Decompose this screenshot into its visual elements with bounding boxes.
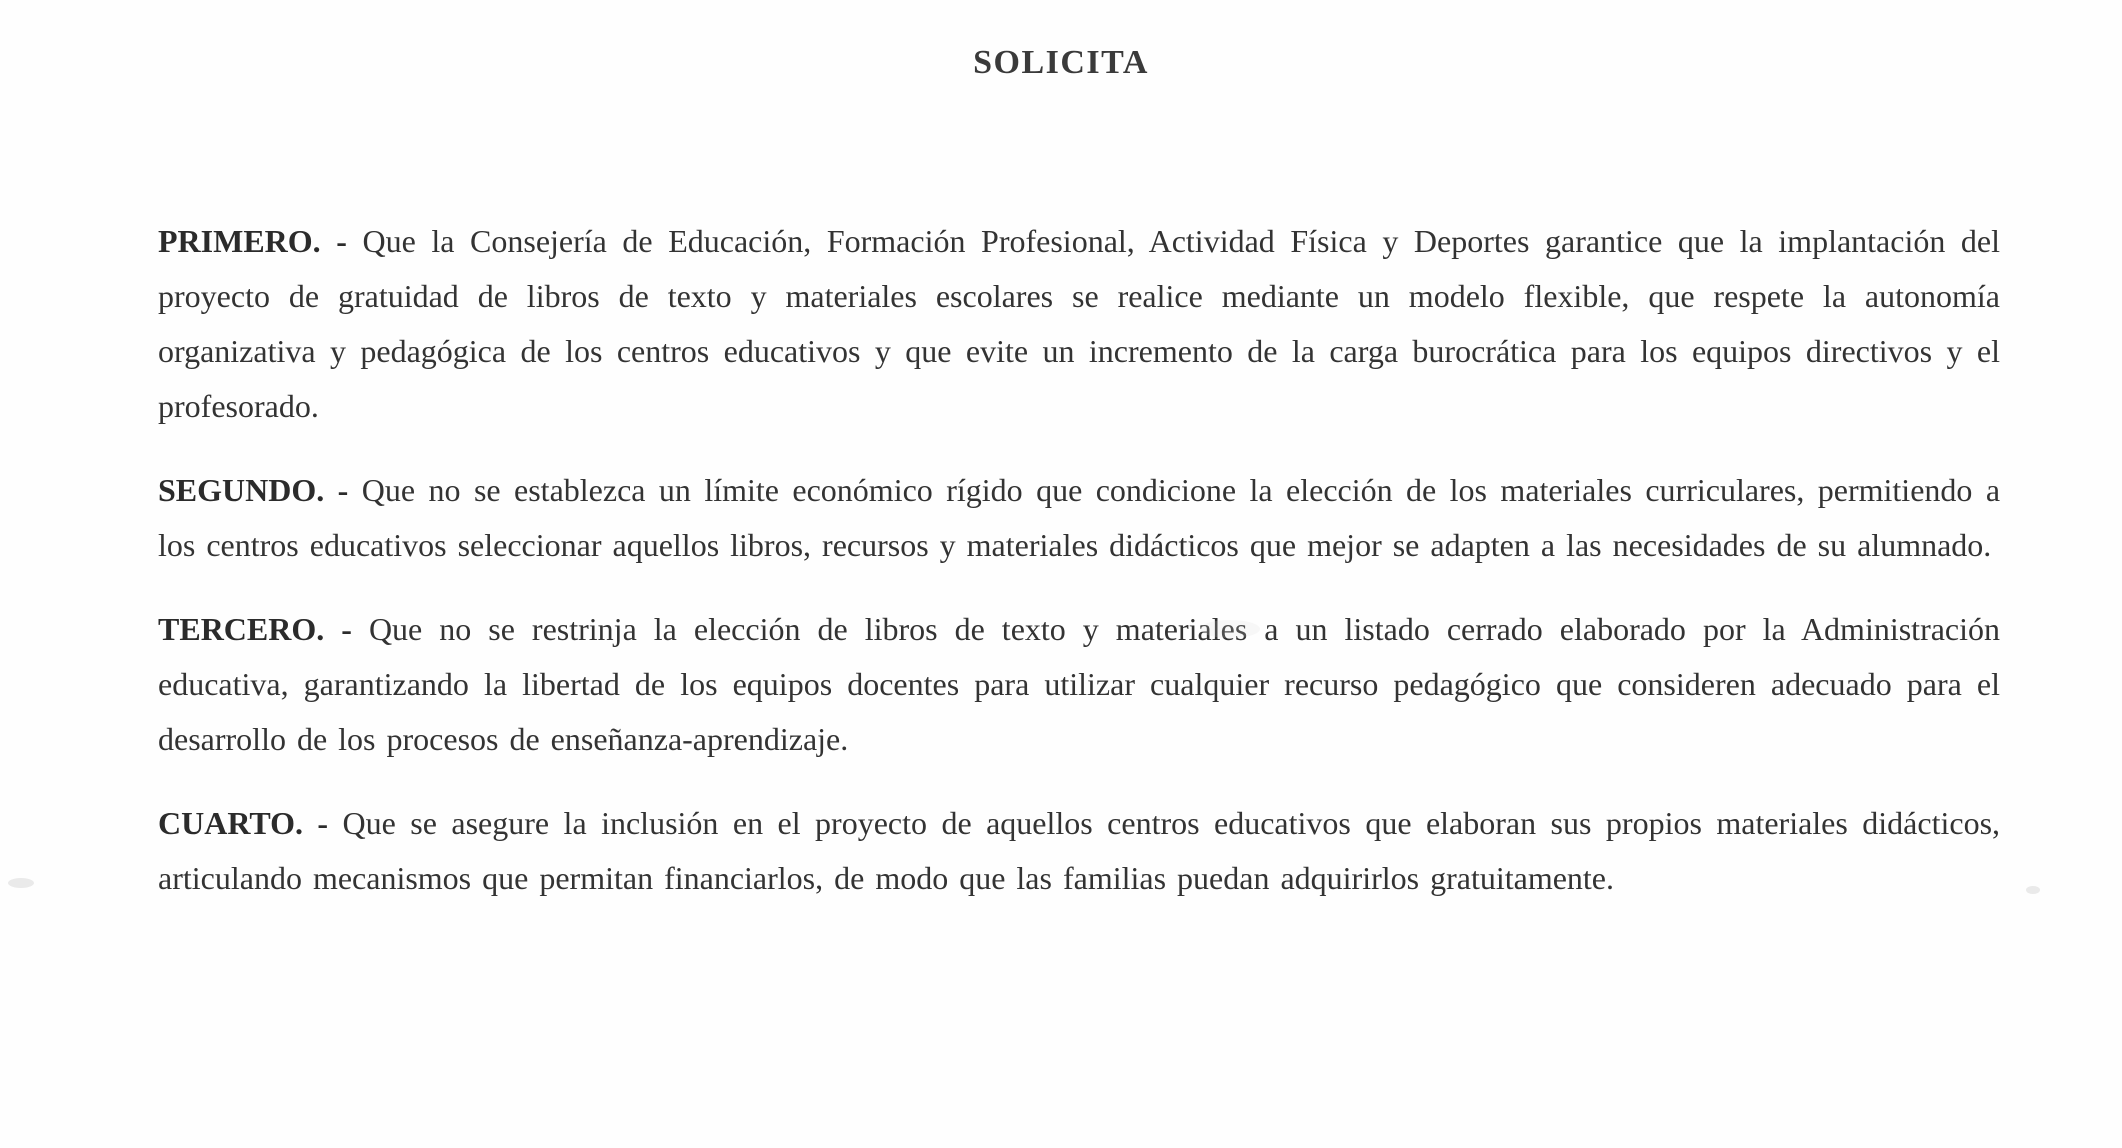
paragraph-cuarto (158, 796, 2000, 906)
scan-smudge (8, 878, 34, 888)
paragraph-label-primero: PRIMERO. - (158, 223, 347, 259)
paragraph-primero (158, 214, 2000, 434)
paragraph-segundo (158, 463, 2000, 573)
document-title: SOLICITA (973, 44, 1149, 81)
scan-smudge (1200, 620, 1260, 638)
paragraph-label-tercero: TERCERO. - (158, 611, 352, 647)
paragraph-tercero (158, 602, 2000, 767)
scan-smudge (2026, 886, 2040, 894)
paragraph-label-cuarto: CUARTO. - (158, 805, 329, 841)
paragraph-label-segundo: SEGUNDO. - (158, 472, 349, 508)
paragraph-text-tercero: Que no se restrinja la elección de libros de texto y materiales a un listado cerrado elaborado por la Administración educativa, garantizando la libertad de los equipos docentes para utilizar cualquier recurso pedagógico que consideren adecuado para el desarrollo de los procesos de enseñanza-aprendizaje. (158, 611, 2001, 757)
paragraph-text-cuarto: Que se asegure la inclusión en el proyecto de aquellos centros educativos que elaboran sus propios materiales didácticos, articulando mecanismos que permitan financiarlos, de modo que las familias puedan adquirirlos gratuitamente. (158, 805, 2001, 896)
paragraph-text-primero: Que la Consejería de Educación, Formación Profesional, Actividad Física y Deportes garantice que la implantación del proyecto de gratuidad de libros de texto y materiales escolares se realice mediante un modelo flexible, que respete la autonomía organizativa y pedagógica de los centros educativos y que evite un incremento de la carga burocrática para los equipos directivos y el profesorado. (158, 223, 2001, 424)
document-body (0, 214, 2122, 906)
paragraph-text-segundo: Que no se establezca un límite económico rígido que condicione la elección de los materiales curriculares, permitiendo a los centros educativos seleccionar aquellos libros, recursos y materiales didácticos que mejor se adapten a las necesidades de su alumnado. (158, 472, 2001, 563)
